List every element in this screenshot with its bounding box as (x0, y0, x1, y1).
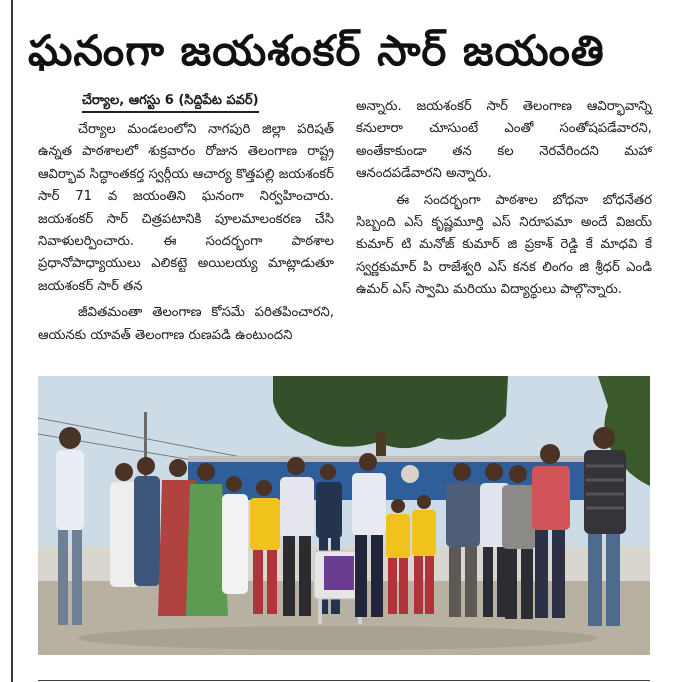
page-margin-rule (11, 0, 13, 682)
article-left-column (38, 90, 334, 351)
bottom-rule (38, 680, 650, 681)
paragraph: జీవితమంతా తెలంగాణ కోసమే పరితపించారని, ఆయనకు యావత్ తెలంగాణ రుణపడి ఉంటుందని (38, 305, 334, 343)
paragraph: అన్నారు. జయశంకర్ సార్ తెలంగాణ ఆవిర్భావాన్ని కనులారా చూసుంటే ఎంతో సంతోషపడేవారని, అంతేకాకుండా తన కల నెరవేరిందని మహా ఆనందపడేవారని అన్నారు. (356, 99, 652, 182)
ground-shadow (78, 626, 598, 650)
group-photo-illustration (38, 376, 650, 655)
dateline: చేర్యాల, ఆగస్టు 6 (సిద్దిపేట పవర్) (82, 92, 259, 113)
headline: ఘనంగా జయశంకర్ సార్ జయంతి (28, 26, 605, 75)
group-photo (38, 376, 650, 655)
article-right-column (356, 96, 652, 306)
paragraph: ఈ సందర్భంగా పాఠశాల బోధనా బోధనేతర సిబ్బంది ఎస్ కృష్ణమూర్తి ఎస్ నిరూపమా అందే విజయ్ కుమార్ టి మనోజ్ కుమార్ జి ప్రకాశ్ రెడ్డి కే మాధవి కే స్వర్ణకుమార్ పి రాజేశ్వరి ఎస్ కనక లింగం జి శ్రీధర్ ఎండి ఉమర్ ఎస్ స్వామి మరియు విద్యార్థులు పాల్గొన్నారు. (356, 192, 652, 298)
paragraph: చేర్యాల మండలంలోని నాగపురి జిల్లా పరిషత్ ఉన్నత పాఠశాలలో శుక్రవారం రోజున తెలంగాణ రాష్ట్ర ఆవిర్భావ సిద్ధాంతకర్త స్వర్గీయ ఆచార్య కొత్తపల్లి జయశంకర్ సార్ 71 వ జయంతిని ఘనంగా నిర్వహించారు. జయశంకర్ సార్ చిత్రపటానికి పూలమాలంకరణ చేసి నివాళులర్పించారు. ఈ సందర్భంగా పాఠశాల ప్రధానోపాధ్యాయులు ఎలికట్టె అయిలయ్య మాట్లాడుతూ జయశంకర్ సార్ తన (38, 122, 334, 294)
